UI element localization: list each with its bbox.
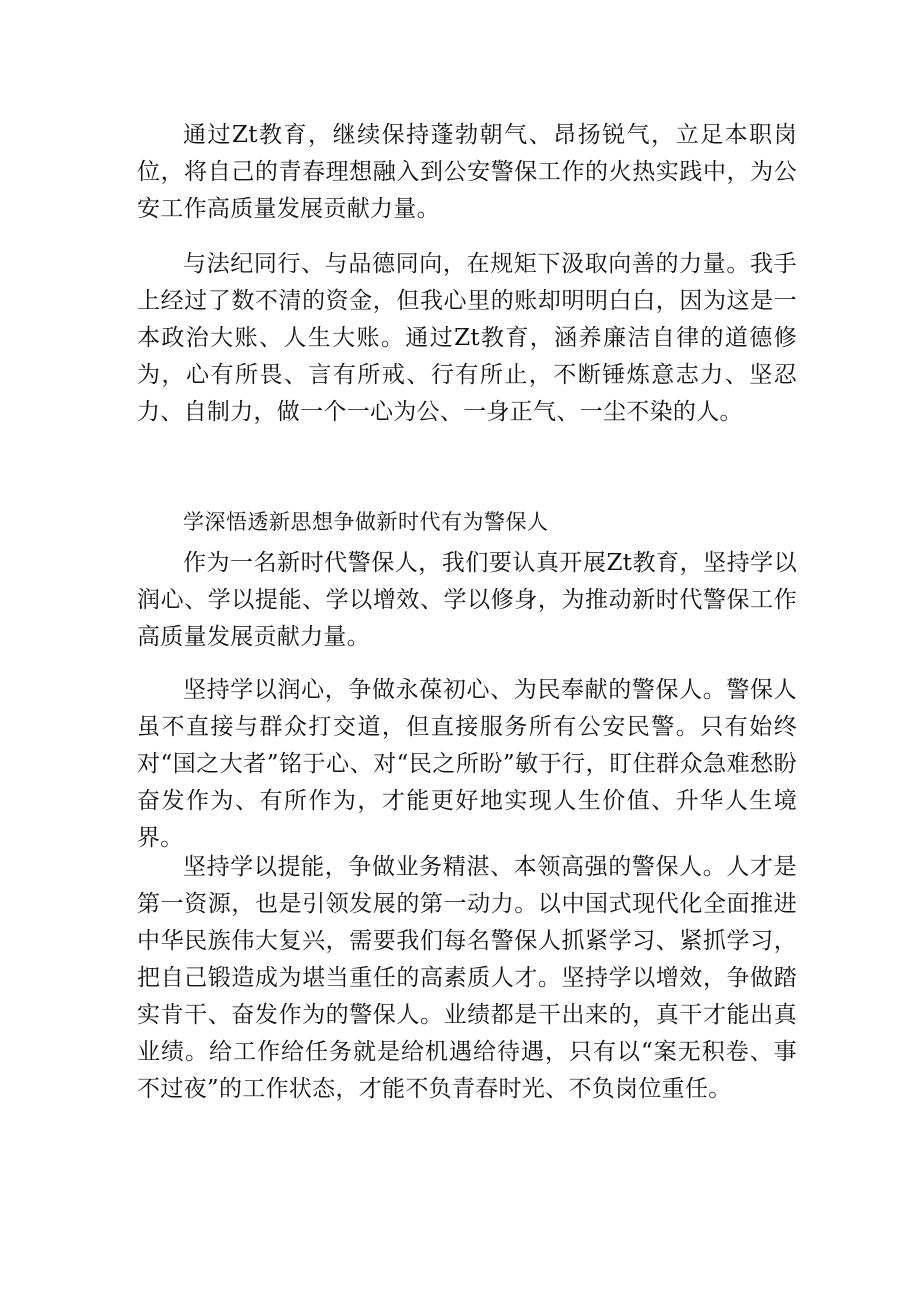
paragraph-2: 与法纪同行、与品德同向，在规矩下汲取向善的力量。我手上经过了数不清的资金，但我心里的账却明明白白，因为这是一本政治大账、人生大账。通过Zt教育，涵养廉洁自律的道德修为，心有所畏、言有所戒、行有所止，不断锤炼意志力、坚忍力、自制力，做一个一心为公、一身正气、一尘不染的人。 [137, 251, 797, 425]
paragraph-3: 作为一名新时代警保人，我们要认真开展Zt教育，坚持学以润心、学以提能、学以增效、学以修身，为推动新时代警保工作高质量发展贡献力量。 [137, 550, 797, 650]
paragraph-4: 坚持学以润心，争做永葆初心、为民奉献的警保人。警保人虽不直接与群众打交道，但直接服务所有公安民警。只有始终对“国之大者”铭于心、对“民之所盼”敏于行，盯住群众急难愁盼奋发作为、有所作为，才能更好地实现人生价值、升华人生境界。 [137, 677, 797, 851]
paragraph-1: 通过Zt教育，继续保持蓬勃朝气、昂扬锐气，立足本职岗位，将自己的青春理想融入到公安警保工作的火热实践中，为公安工作高质量发展贡献力量。 [137, 122, 797, 222]
paragraph-5: 坚持学以提能，争做业务精湛、本领高强的警保人。人才是第一资源，也是引领发展的第一动力。以中国式现代化全面推进中华民族伟大复兴，需要我们每名警保人抓紧学习、紧抓学习，把自己锻造成为堪当重任的高素质人才。坚持学以增效，争做踏实肯干、奋发作为的警保人。业绩都是干出来的，真干才能出真业绩。给工作给任务就是给机遇给待遇，只有以“案无积卷、事不过夜”的工作状态，才能不负青春时光、不负岗位重任。 [137, 854, 797, 1102]
section-heading: 学深悟透新思想争做新时代有为警保人 [183, 510, 549, 534]
